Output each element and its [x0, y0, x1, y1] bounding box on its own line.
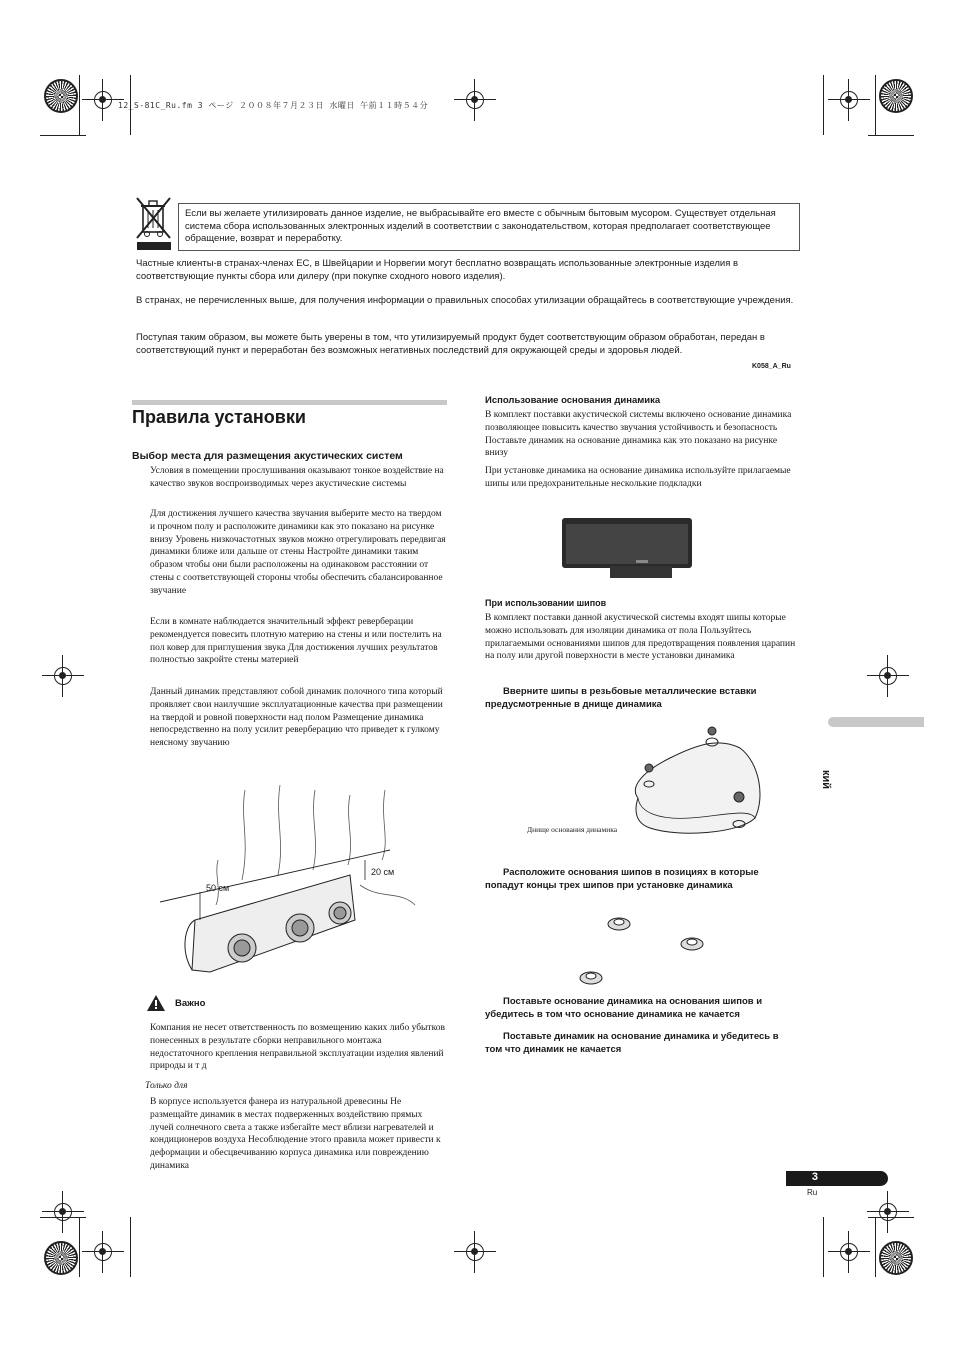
warning-text: В корпусе используется фанера из натуральной древесины Не размещайте динамик в местах подверженных воздействию прямых лучей солнечного света а также избегайте мест вблизи нагревателей и кондиционеров воздуха Несоблюдение этого правила может привести к деформации и обесцвечиванию корпуса динамика или повреждению динамика: [150, 1097, 441, 1171]
crop-mark: [79, 1217, 80, 1277]
body-paragraph: Для достижения лучшего качества звучания выберите место на твердом и прочном полу и расположите динамики как это показано на рисунке внизу Уровень низкочастотных звуков можно отрегулировать передвигая динамики ближе или дальше от стены Настройте динамики таким образом чтобы они были расположены на одинаковом расстоянии от стены с соответствующей стороны чтобы обеспечить сбалансированное звучание: [150, 509, 446, 596]
figure-caption: Днище основания динамика: [527, 825, 618, 834]
section-heading: Выбор места для размещения акустических систем: [132, 450, 403, 462]
step-2: Расположите основания шипов в позициях в которые попадут концы трех шипов при установке динамика: [485, 867, 759, 891]
crop-mark: [823, 1217, 824, 1277]
crop-mark: [875, 1217, 876, 1277]
body-paragraph: Если в комнате наблюдается значительный эффект реверберации рекомендуется повесить плотную материю на стены и или постелить на пол ковер для приглушения звука Для достижения лучших результатов полностью закройте стены материей: [150, 617, 442, 666]
crosshair-icon: [834, 85, 864, 115]
spike-base-pad-icon: [679, 934, 705, 952]
crop-mark: [868, 135, 914, 136]
spike-base-pad-icon: [606, 914, 632, 932]
disposal-box-text: Если вы желаете утилизировать данное изделие, не выбрасывайте его вместе с обычным бытовым мусором. Существует отдельная система сбора использованных электронных изделий в соответствии с законодательством, которая предполагает соответствующее обращение, возврат и переработку.: [185, 208, 776, 244]
body-paragraph: Условия в помещении прослушивания оказывают тонкое воздействие на качество звуков воспроизводимых через акустические системы: [150, 466, 444, 489]
registration-star-icon: [44, 79, 78, 113]
body-paragraph: В комплект поставки акустической системы включено основание динамика позволяющее повысить качество звучания устойчивость и безопасность Поставьте динамик на основание динамика как это показано на рисунке внизу: [485, 410, 792, 459]
section-heading: Использование основания динамика: [485, 395, 661, 406]
crop-mark: [130, 1217, 131, 1277]
crosshair-icon: [873, 661, 903, 691]
page-number-tab: [786, 1171, 888, 1186]
registration-star-icon: [879, 1241, 913, 1275]
body-paragraph: Данный динамик представляют собой динамик полочного типа который проявляет свои наилучшие эксплуатационные качества при размещении на твердой и ровной поверхности над полом Размещение динамика непосредственно на полу усилит реверберацию что приведет к гулкому неясному звучанию: [150, 687, 443, 749]
crosshair-icon: [88, 85, 118, 115]
crosshair-icon: [834, 1237, 864, 1267]
side-tab: [828, 717, 924, 727]
step-4: Поставьте динамик на основание динамика и убедитесь в том что динамик не качается: [485, 1031, 779, 1055]
subsection-heading: При использовании шипов: [485, 598, 607, 608]
crosshair-icon: [88, 1237, 118, 1267]
section-rule: [132, 400, 447, 405]
disposal-code: K058_A_Ru: [752, 363, 791, 370]
important-label: Важно: [175, 998, 206, 1009]
distance-label-20: 20 см: [371, 867, 395, 877]
disposal-paragraph: Поступая таким образом, вы можете быть уверены в том, что утилизируемый продукт будет соответствующим образом обработан, передан в соответствующий пункт и переработан без возможных негативных последствий для окружающей среды и здоровья людей.: [136, 332, 765, 356]
warning-icon: [146, 994, 166, 1012]
crosshair-icon: [48, 1197, 78, 1227]
crosshair-icon: [460, 85, 490, 115]
spike-base-pad-icon: [578, 968, 604, 986]
speaker-on-base-image: [560, 516, 694, 580]
step-3: Поставьте основание динамика на основания шипов и убедитесь в том что основание динамика не качается: [485, 996, 763, 1020]
crop-mark: [79, 75, 80, 135]
disposal-paragraph: Частные клиенты-в странах-членах ЕС, в Швейцарии и Норвегии могут бесплатно возвращать использованные электронные изделия в соответствующие пункты сбора или дилеру (при покупке сходного нового изделия).: [136, 258, 739, 282]
important-text: Компания не несет ответственность по возмещению каких либо убытков понесенных в результате сборки неправильного монтажа недостаточного крепления неправильной эксплуатации изделия явлений природы и т д: [150, 1023, 445, 1072]
disposal-paragraph: В странах, не перечисленных выше, для получения информации о правильных способах утилизации обращайтесь в соответствующие учреждения.: [136, 295, 794, 306]
body-paragraph: В комплект поставки данной акустической системы входят шипы которые можно использовать для изоляции динамика от пола Пользуйтесь прилагаемыми основаниями шипов для предотвращения появления царапин на полу или другой поверхности в месте установки динамика: [485, 613, 796, 662]
crosshair-icon: [460, 1237, 490, 1267]
crosshair-icon: [873, 1197, 903, 1227]
body-paragraph: При установке динамика на основание динамика используйте прилагаемые шипы или предохранительные несколькие подкладки: [485, 466, 791, 489]
page-number: 3: [811, 1171, 818, 1183]
side-tab-label: кий: [820, 770, 832, 790]
crop-mark: [875, 75, 876, 135]
step-1: Вверните шипы в резьбовые металлические вставки предусмотренные в днище динамика: [485, 686, 757, 710]
only-for-label: Только для: [145, 1081, 188, 1091]
registration-star-icon: [44, 1241, 78, 1275]
page-title: Правила установки: [132, 407, 306, 427]
speaker-placement-figure: [150, 780, 440, 980]
distance-label-50: 50 см: [206, 883, 230, 893]
crosshair-icon: [48, 661, 78, 691]
spike-base-figure: [620, 718, 770, 842]
crossed-bin-icon: [134, 194, 174, 252]
file-header: 12_S-81C_Ru.fm 3 ページ ２００８年７月２３日 水曜日 午前１１時５４分: [118, 101, 429, 110]
crop-mark: [823, 75, 824, 135]
crop-mark: [40, 135, 86, 136]
registration-star-icon: [879, 79, 913, 113]
disposal-notice-box: [178, 203, 800, 251]
language-code: Ru: [807, 1188, 818, 1197]
